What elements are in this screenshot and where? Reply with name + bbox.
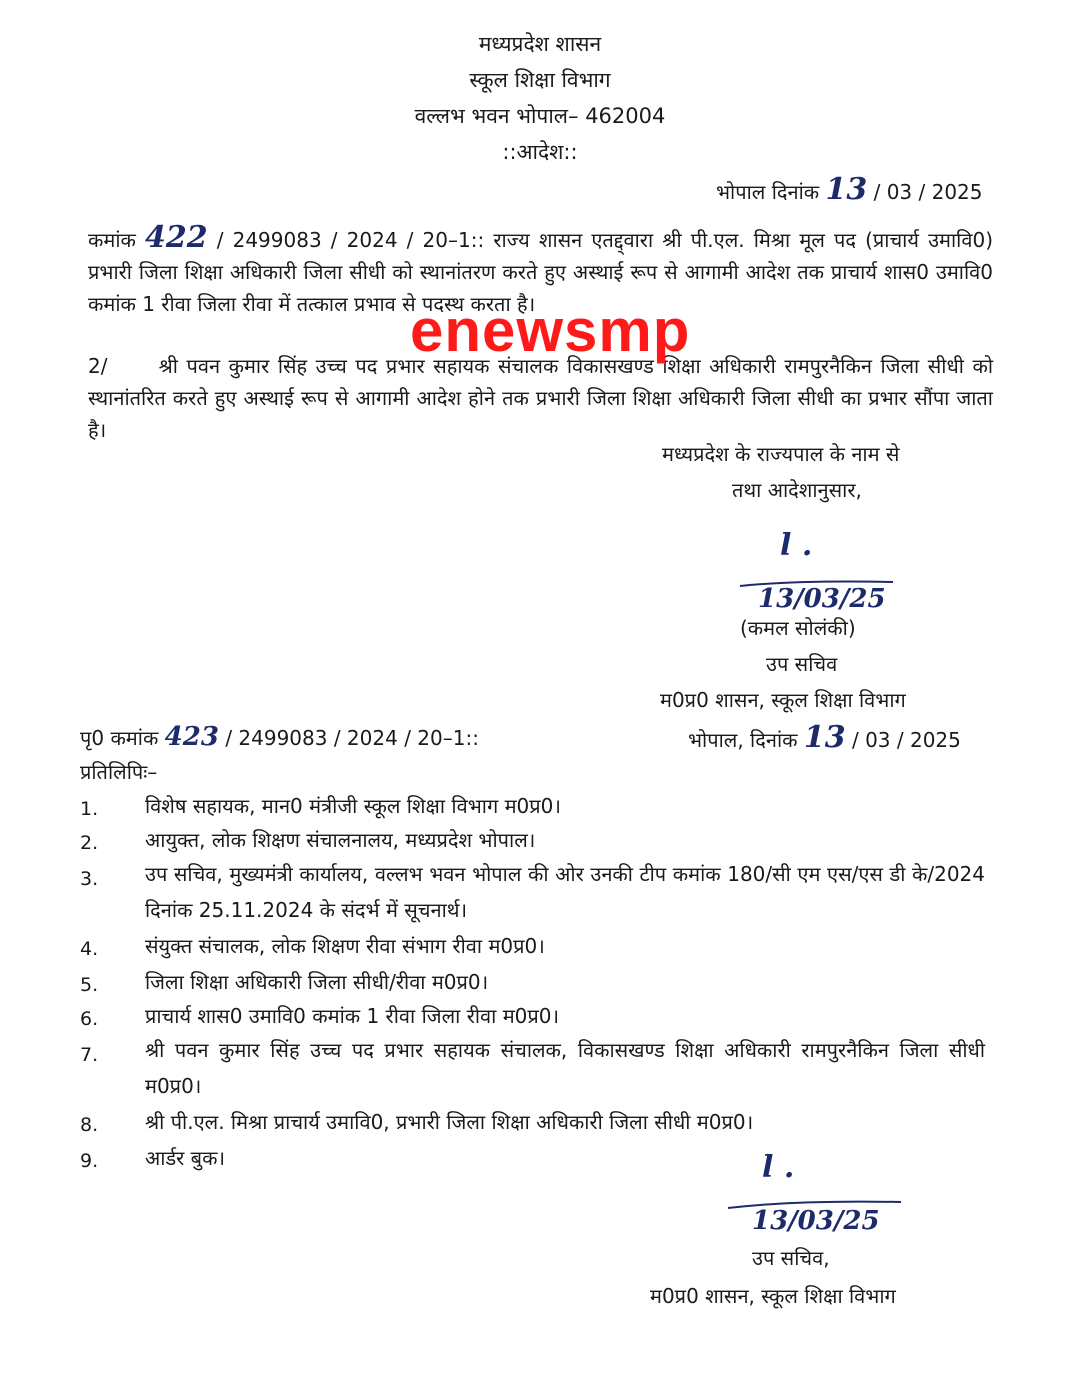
copy-number-prefix: पृ0 कमांक bbox=[80, 726, 159, 750]
copy-item-text: श्री पी.एल. मिश्रा प्राचार्य उमावि0, प्रभारी जिला शिक्षा अधिकारी जिला सीधी म0प्र0। bbox=[145, 1110, 754, 1134]
header-address: वल्लभ भवन भोपाल– 462004 bbox=[414, 104, 666, 128]
signature-2-date: 13/03/25 bbox=[752, 1206, 880, 1236]
signature-1-date: 13/03/25 bbox=[758, 584, 886, 614]
order-paragraph-2-label: 2/ bbox=[88, 354, 108, 378]
header-order-title: ::आदेश:: bbox=[502, 140, 578, 164]
order-number: 422 bbox=[145, 220, 208, 255]
copy-item-number: 4. bbox=[80, 938, 99, 960]
order-paragraph-1-text: राज्य शासन एतद्द्वारा श्री पी.एल. मिश्रा मूल पद (प्राचार्य उमावि0) प्रभारी जिला शिक्षा अधिकारी जिला सीधी को स्थानांतरण करते हुए अस्थाई रूप से आगामी आदेश तक प्राचार्य शास0 उमावि0 कमांक 1 रीवा जिला रीवा में तत्काल प्रभाव से पदस्थ करता है। bbox=[88, 228, 993, 316]
copy-item-text: विशेष सहायक, मान0 मंत्रीजी स्कूल शिक्षा विभाग म0प्र0। bbox=[145, 794, 561, 818]
copy-item-number: 5. bbox=[80, 974, 99, 996]
copy-item-number: 2. bbox=[80, 832, 99, 854]
order-paragraph-2-text: श्री पवन कुमार सिंह उच्च पद प्रभार सहायक संचालक विकासखण्ड शिक्षा अधिकारी रामपुरनैकिन जिला सीधी को स्थानांतरित करते हुए अस्थाई रूप से आगामी आदेश होने तक प्रभारी जिला शिक्षा अधिकारी जिला सीधी का प्रभार सौंपा जाता है। bbox=[88, 354, 993, 442]
header-department: स्कूल शिक्षा विभाग bbox=[469, 68, 611, 92]
copy-item-text: उप सचिव, मुख्यमंत्री कार्यालय, वल्लभ भवन भोपाल की ओर उनकी टीप कमांक 180/सी एम एस/एस डी के/2024 दिनांक 25.11.2024 के संदर्भ में सूचनार्थ। bbox=[145, 862, 985, 922]
authority-line-2: तथा आदेशानुसार, bbox=[732, 478, 862, 502]
copy-date-prefix: भोपाल, दिनांक bbox=[688, 728, 798, 752]
order-date bbox=[716, 172, 983, 207]
copy-item-number: 8. bbox=[80, 1114, 99, 1136]
order-date-day: 13 bbox=[825, 172, 868, 207]
authority-line-1: मध्यप्रदेश के राज्यपाल के नाम से bbox=[662, 442, 900, 466]
signatory-department: म0प्र0 शासन, स्कूल शिक्षा विभाग bbox=[660, 688, 906, 712]
order-date-rest: / 03 / 2025 bbox=[873, 180, 983, 204]
watermark-text: enewsmp bbox=[410, 297, 691, 364]
copy-item-text: आयुक्त, लोक शिक्षण संचालनालय, मध्यप्रदेश भोपाल। bbox=[145, 828, 536, 852]
copy-item-text: आर्डर बुक। bbox=[145, 1146, 226, 1170]
copy-item-number: 9. bbox=[80, 1150, 99, 1172]
copy-item-number: 3. bbox=[80, 868, 99, 890]
copy-date bbox=[688, 720, 961, 755]
copy-date-rest: / 03 / 2025 bbox=[851, 728, 961, 752]
copy-item-text: प्राचार्य शास0 उमावि0 कमांक 1 रीवा जिला रीवा म0प्र0। bbox=[145, 1004, 560, 1028]
signatory-designation: उप सचिव bbox=[766, 652, 838, 676]
order-number-prefix: कमांक bbox=[88, 228, 136, 252]
copy-item-text: श्री पवन कुमार सिंह उच्च पद प्रभार सहायक संचालक, विकासखण्ड शिक्षा अधिकारी रामपुरनैकिन जिला सीधी म0प्र0। bbox=[145, 1038, 985, 1098]
copy-item-number: 6. bbox=[80, 1008, 99, 1030]
copy-number-line bbox=[80, 722, 479, 752]
signatory-name: (कमल सोलंकी) bbox=[740, 616, 856, 640]
header-government: मध्यप्रदेश शासन bbox=[478, 32, 602, 56]
copy-list-title: प्रतिलिपिः– bbox=[80, 760, 158, 784]
copy-item-number: 7. bbox=[80, 1044, 99, 1066]
order-date-prefix: भोपाल दिनांक bbox=[716, 180, 820, 204]
copy-item-text: संयुक्त संचालक, लोक शिक्षण रीवा संभाग रीवा म0प्र0। bbox=[145, 934, 545, 958]
copy-reference: / 2499083 / 2024 / 20–1:: bbox=[225, 726, 479, 750]
copy-date-day: 13 bbox=[803, 720, 846, 755]
copy-number: 423 bbox=[164, 722, 219, 752]
signature-1-mark: l . bbox=[780, 528, 813, 563]
order-reference: / 2499083 / 2024 / 20–1:: bbox=[216, 228, 485, 252]
copy-item-text: जिला शिक्षा अधिकारी जिला सीधी/रीवा म0प्र0। bbox=[145, 970, 489, 994]
signatory-2-designation: उप सचिव, bbox=[752, 1246, 830, 1270]
copy-item-number: 1. bbox=[80, 798, 99, 820]
signatory-2-department: म0प्र0 शासन, स्कूल शिक्षा विभाग bbox=[650, 1284, 896, 1308]
signature-2-mark: l . bbox=[762, 1150, 795, 1185]
